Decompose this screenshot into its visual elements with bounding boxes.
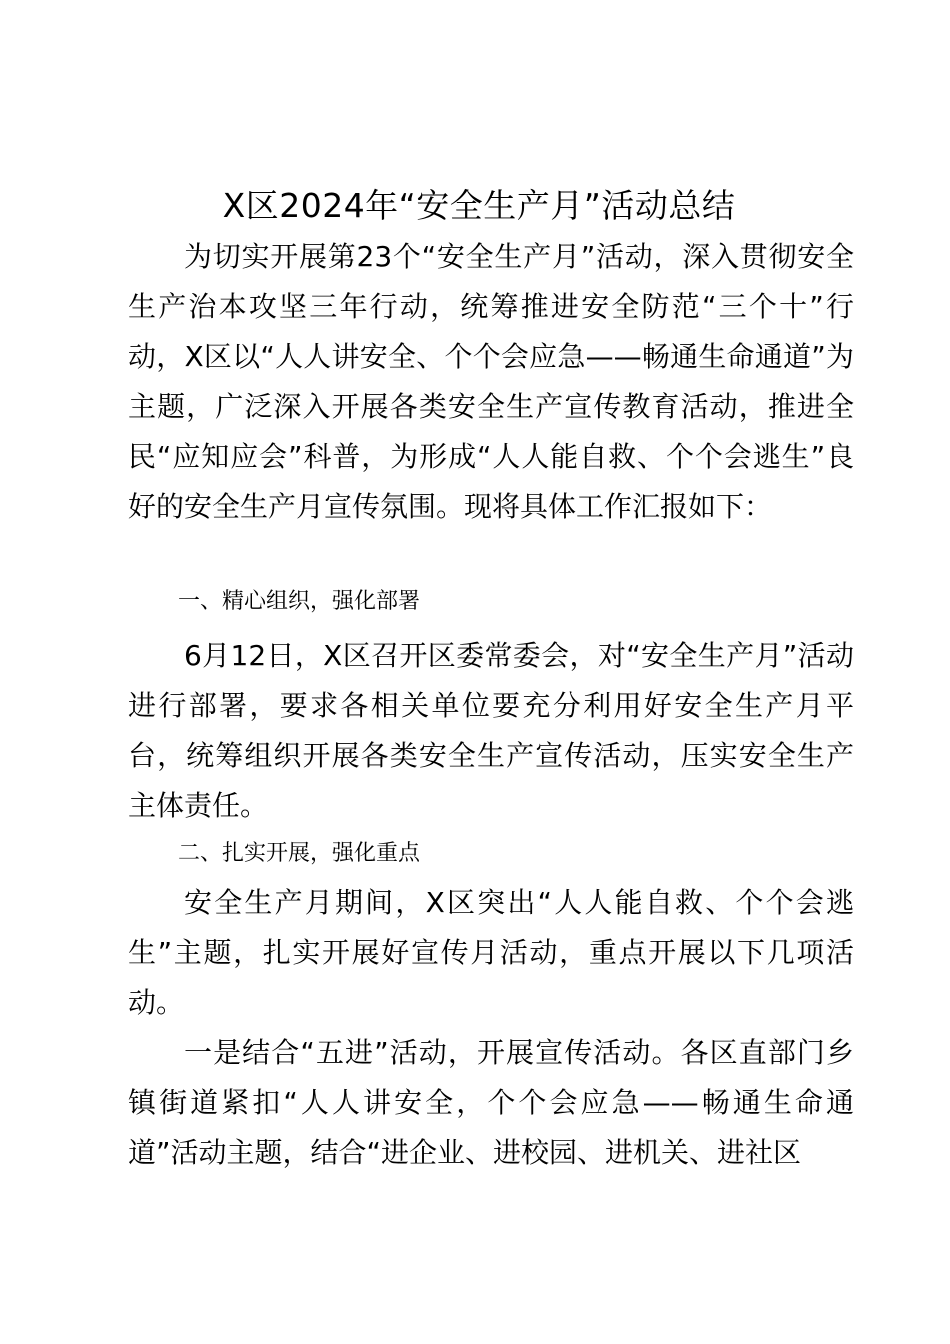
document-title: X区2024年“安全生产月”活动总结 [222, 186, 736, 225]
section-heading-1: 一、精心组织，强化部署 [178, 589, 421, 614]
section-2-paragraph: 安全生产月期间，X区突出“人人能自救、个个会逃生”主题，扎实开展好宣传月活动，重点开展以下几项活动。 [128, 886, 854, 1019]
intro-paragraph: 为切实开展第23个“安全生产月”活动，深入贯彻安全生产治本攻坚三年行动，统筹推进安全防范“三个十”行动，X区以“人人讲安全、个个会应急——畅通生命通道”为主题，广泛深入开展各类安全生产宣传教育活动，推进全民“应知应会”科普，为形成“人人能自救、个个会逃生”良好的安全生产月宣传氛围。现将具体工作汇报如下： [128, 240, 854, 523]
section-2-item-1-paragraph: 一是结合“五进”活动，开展宣传活动。各区直部门乡镇街道紧扣“人人讲安全，个个会应急——畅通生命通道”活动主题，结合“进企业、进校园、进机关、进社区 [128, 1036, 854, 1169]
section-heading-2: 二、扎实开展，强化重点 [178, 841, 421, 866]
section-1-paragraph: 6月12日，X区召开区委常委会，对“安全生产月”活动进行部署，要求各相关单位要充分利用好安全生产月平台，统筹组织开展各类安全生产宣传活动，压实安全生产主体责任。 [128, 639, 854, 822]
